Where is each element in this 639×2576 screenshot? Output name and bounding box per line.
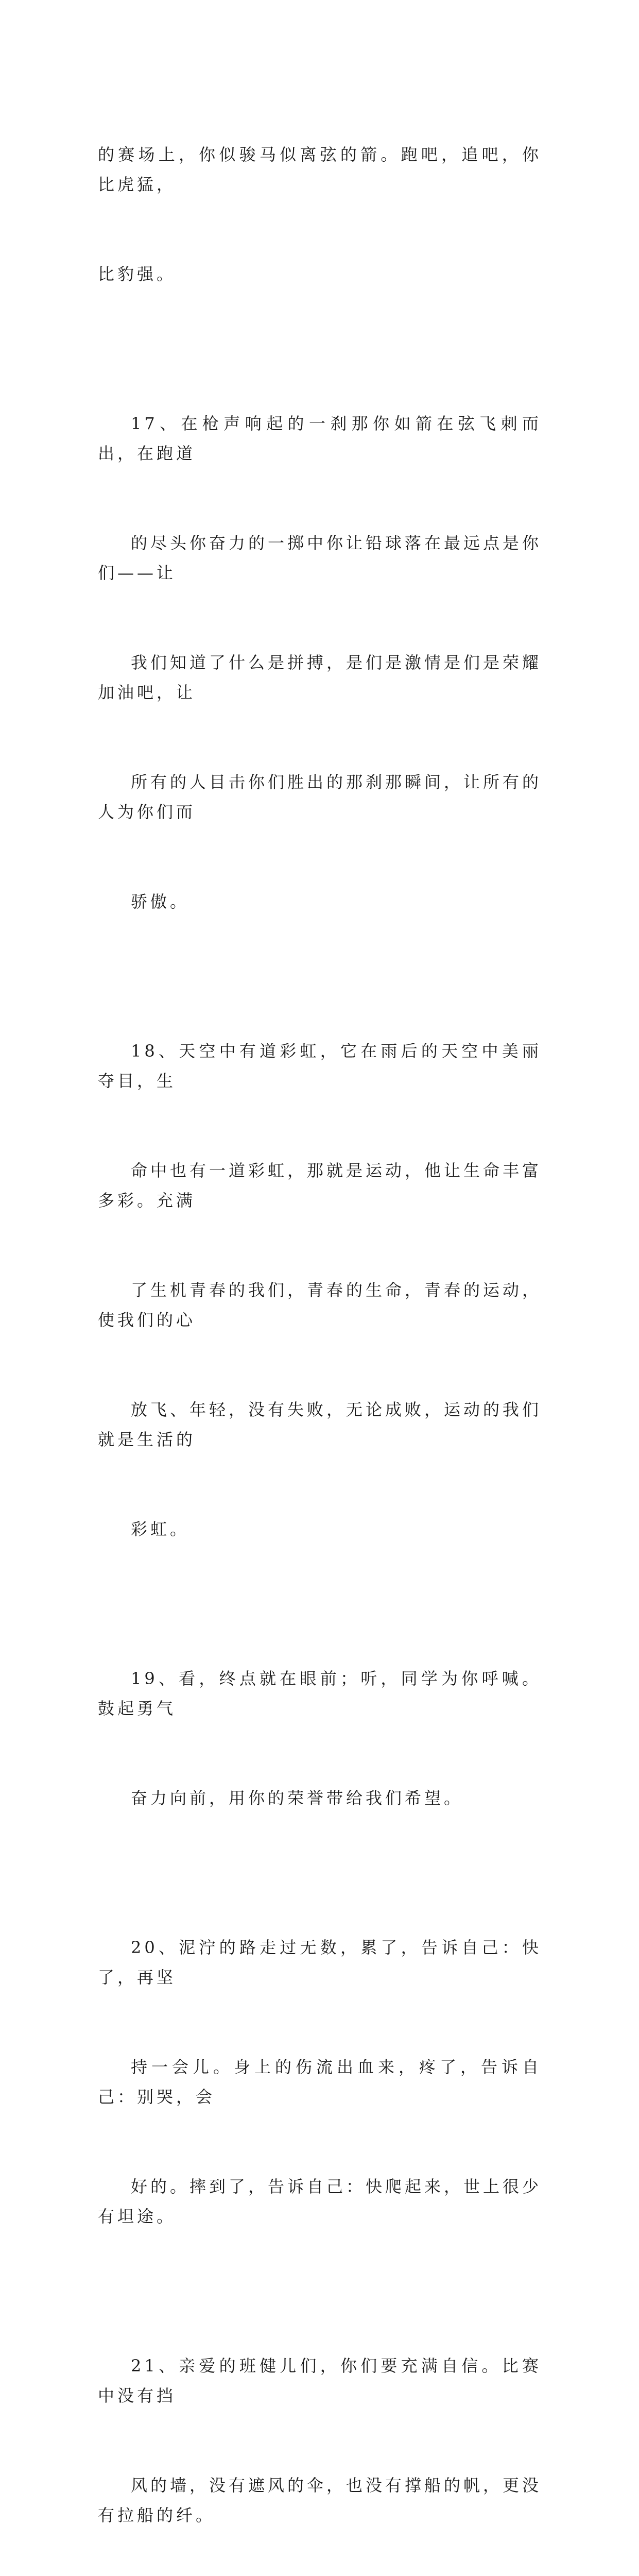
text-line: 的尽头你奋力的一掷中你让铅球落在最远点是你们——让 <box>98 533 542 583</box>
text-line: 放飞、年轻，没有失败，无论成败，运动的我们就是生活的 <box>98 1400 542 1449</box>
text-line: 19、看，终点就在眼前；听，同学为你呼喊。鼓起勇气 <box>98 1669 542 1718</box>
paragraph-19 <box>98 1604 542 1873</box>
text-line: 彩虹。 <box>131 1519 190 1539</box>
text-line: 21、亲爱的班健儿们，你们要充满自信。比赛中没有挡 <box>98 2356 542 2405</box>
text-line: 比豹强。 <box>98 264 177 284</box>
text-line: 17、在枪声响起的一刹那你如箭在弦飞刺而出，在跑道 <box>98 414 542 463</box>
paragraph-16-continued <box>98 80 542 349</box>
text-line: 18、天空中有道彩虹，它在雨后的天空中美丽夺目，生 <box>98 1041 542 1091</box>
paragraph-21 <box>98 2291 542 2576</box>
paragraph-20 <box>98 1873 542 2291</box>
text-line: 骄傲。 <box>131 892 190 911</box>
text-line: 我们知道了什么是拼搏，是们是激情是们是荣耀加油吧，让 <box>98 653 542 702</box>
paragraph-17 <box>98 349 542 976</box>
text-line: 好的。摔到了，告诉自己：快爬起来，世上很少有坦途。 <box>98 2177 542 2226</box>
text-line: 20、泥泞的路走过无数，累了，告诉自己：快了，再坚 <box>98 1938 542 1987</box>
text-line: 所有的人目击你们胜出的那刹那瞬间，让所有的人为你们而 <box>98 772 542 822</box>
text-line: 命中也有一道彩虹，那就是运动，他让生命丰富多彩。充满 <box>98 1161 542 1210</box>
document-body <box>98 80 542 2576</box>
text-line: 持一会儿。身上的伤流出血来，疼了，告诉自己：别哭，会 <box>98 2057 542 2107</box>
paragraph-18 <box>98 976 542 1604</box>
text-line: 的赛场上，你似骏马似离弦的箭。跑吧，追吧，你比虎猛， <box>98 145 542 194</box>
text-line: 了生机青春的我们，青春的生命，青春的运动，使我们的心 <box>98 1280 542 1330</box>
text-line: 奋力向前，用你的荣誉带给我们希望。 <box>131 1788 464 1808</box>
text-line: 风的墙，没有遮风的伞，也没有撑船的帆，更没有拉船的纤。 <box>98 2476 542 2525</box>
